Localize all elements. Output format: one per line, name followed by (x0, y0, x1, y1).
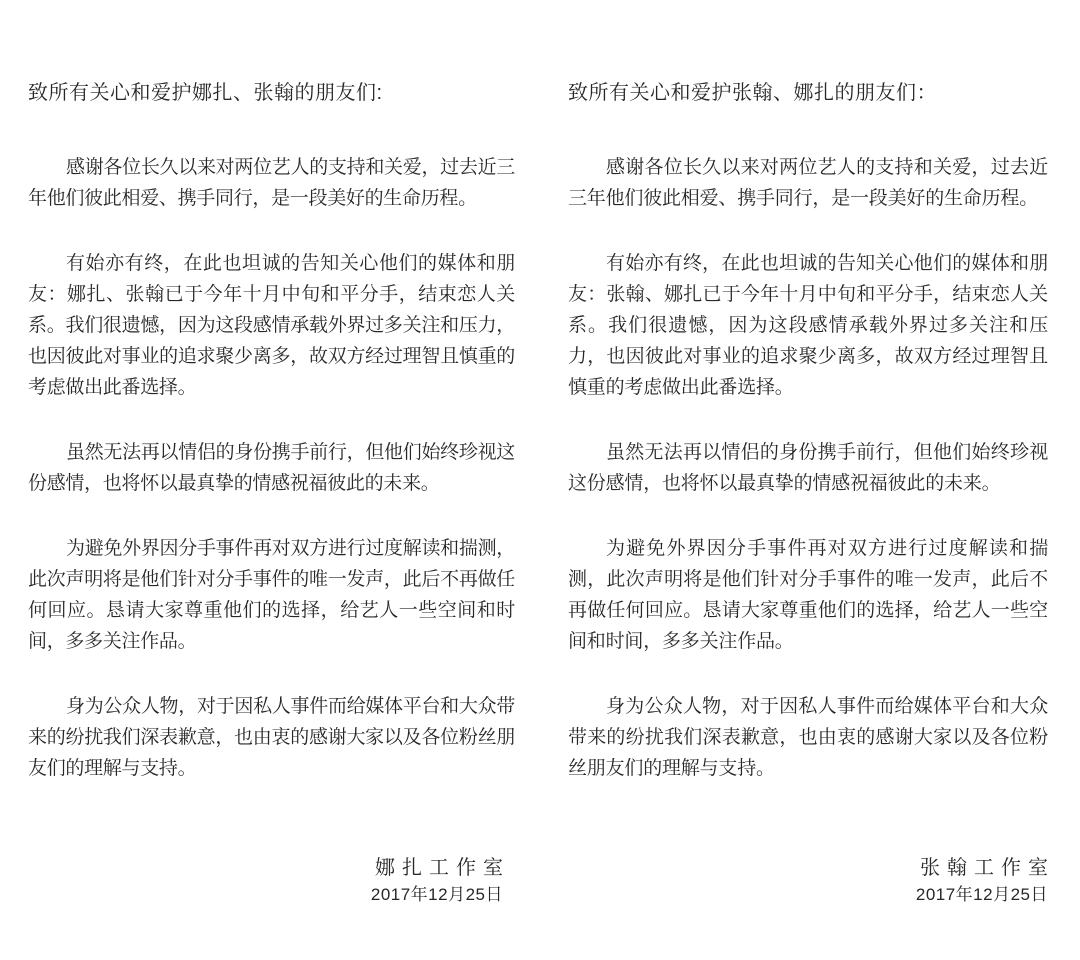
nazha-paragraph-1: 感谢各位长久以来对两位艺人的支持和关爱，过去近三年他们彼此相爱、携手同行，是一段美好的生命历程。 (28, 157, 515, 209)
zhanghan-paragraph-1: 感谢各位长久以来对两位艺人的支持和关爱，过去近三年他们彼此相爱、携手同行，是一段美好的生命历程。 (568, 157, 1048, 209)
nazha-studio-name: 娜扎工作室 (375, 857, 510, 879)
zhanghan-signature-block (568, 856, 1055, 905)
zhanghan-paragraph-5: 身为公众人物，对于因私人事件而给媒体平台和大众带来的纷扰我们深表歉意，也由衷的感谢大家以及各位粉丝朋友们的理解与支持。 (568, 696, 1048, 779)
zhanghan-paragraph-2: 有始亦有终，在此也坦诚的告知关心他们的媒体和朋友：张翰、娜扎已于今年十月中旬和平分手，结束恋人关系。我们很遗憾，因为这段感情承载外界过多关注和压力，也因彼此对事业的追求聚少离多，故双方经过理智且慎重的考虑做出此番选择。 (568, 253, 1048, 398)
zhanghan-statement (568, 80, 1055, 905)
zhanghan-paragraph-4: 为避免外界因分手事件再对双方进行过度解读和揣测，此次声明将是他们针对分手事件的唯一发声，此后不再做任何回应。恳请大家尊重他们的选择，给艺人一些空间和时间，多多关注作品。 (568, 538, 1048, 652)
nazha-paragraph-3: 虽然无法再以情侣的身份携手前行，但他们始终珍视这份感情，也将怀以最真挚的情感祝福彼此的未来。 (28, 442, 515, 494)
nazha-paragraph-2: 有始亦有终，在此也坦诚的告知关心他们的媒体和朋友：娜扎、张翰已于今年十月中旬和平分手，结束恋人关系。我们很遗憾，因为这段感情承载外界过多关注和压力，也因彼此对事业的追求聚少离多，故双方经过理智且慎重的考虑做出此番选择。 (28, 253, 515, 398)
zhanghan-studio-name: 张翰工作室 (920, 857, 1055, 879)
zhanghan-salutation: 致所有关心和爱护张翰、娜扎的朋友们： (568, 82, 937, 104)
nazha-statement (28, 80, 515, 905)
zhanghan-paragraph-3: 虽然无法再以情侣的身份携手前行，但他们始终珍视这份感情，也将怀以最真挚的情感祝福彼此的未来。 (568, 442, 1048, 494)
zhanghan-signature-date: 2017年12月25日 (915, 885, 1048, 904)
nazha-salutation: 致所有关心和爱护娜扎、张翰的朋友们: (28, 82, 383, 104)
nazha-paragraph-4: 为避免外界因分手事件再对双方进行过度解读和揣测，此次声明将是他们针对分手事件的唯一发声，此后不再做任何回应。恳请大家尊重他们的选择，给艺人一些空间和时间，多多关注作品。 (28, 538, 515, 652)
nazha-signature-block (28, 856, 515, 905)
nazha-paragraph-5: 身为公众人物，对于因私人事件而给媒体平台和大众带来的纷扰我们深表歉意，也由衷的感谢大家以及各位粉丝朋友们的理解与支持。 (28, 696, 515, 779)
nazha-signature-date: 2017年12月25日 (370, 885, 503, 904)
